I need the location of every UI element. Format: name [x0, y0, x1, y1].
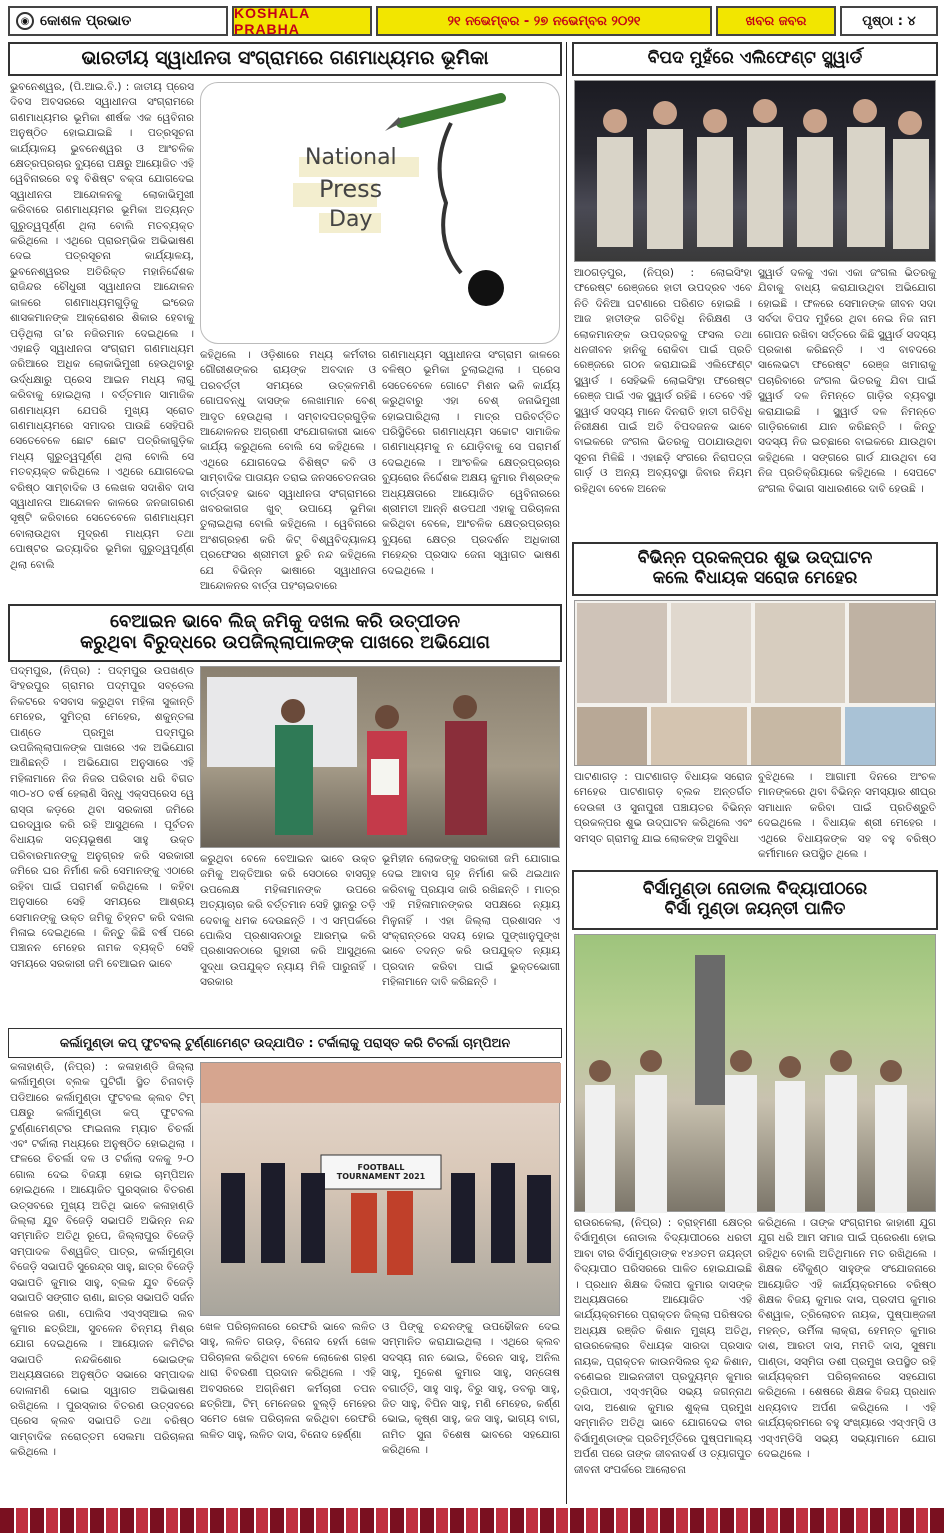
chain-icon: [440, 123, 461, 273]
article-5-col-1: କଳାହାଣ୍ଡି, (ନିପ୍ର) : କଳାହାଣ୍ଡି ଜିଲ୍ଲା କର୍ଲାମୁଣ୍ଡା ବ୍ଲକ ପୁଟିଗାଁ ସ୍ଥିତ ଚିନାବାଡ଼ି ପଡିଆରେ କର୍ଲାମୁଣ୍ଡା ଫୁଟବଲ କ୍ଲବ ଟିମ୍ ପକ୍ଷରୁ କର୍ଲାମୁଣ୍ଡା କପ୍ ଫୁଟବଲ ଟୁର୍ଣ୍ଣାମେଣ୍ଟର ଫାଇନାଲ ମ୍ୟାଚ ଚିଚର୍ଲା ଏବଂ ଟର୍କାଲା ମଧ୍ୟରେ ଅନୁଷ୍ଠିତ ହୋଇଥିଲା । ଫଳରେ ଚିଚର୍ଲା ଦଳ ଓ ଟର୍କାଲା ଦଳକୁ ୨-୦ ଗୋଲ ଦେଇ ବିଜୟୀ ହୋଇ ଚାମ୍ପିଅନ ହୋଇଥିଲେ । ଆୟୋଜିତ ପୁରସ୍କାର ବିତରଣ ଉତ୍ସବରେ ମୁଖ୍ୟ ଅତିଥି ଭାବେ କଳାହାଣ୍ଡି ଜିଲ୍ଲା ଯୁବ ବିଜେଡ଼ି ସଭାପତି ଅଭିନ୍ନ ନନ୍ଦ ସମ୍ମାନିତ ଅତିଥି ରୂପେ, ଜିଲ୍ଲାପୁର ବିଜେଡ଼ି ସମ୍ପାଦକ ବିଶ୍ୱଜିତ୍ ପାତ୍ର, କର୍ଲାମୁଣ୍ଡା ବିଜେଡ଼ି ସଭାପତି ସୁରେନ୍ଦ୍ର ସାହୁ, ଛାତ୍ର ବିଜେଡ଼ି ସଭାପତି କୁମାର ସାହୁ, ବ୍ଲକ ଯୁବ ବିଜେଡ଼ି ସଭାପତି ସଙ୍ଗୀତ ରାଣା, ଛାତ୍ର ସଭାପତି ସର୍ଜନ ଖେଳର ଜଣା, ପୋଲିସ ଏସ୍ଏସ୍ଆଇ ଲବ କୁମାର ଛତ୍ରିଆ, ସୁବଳେନ ଚିନ୍ମୟ ମିଶ୍ର ଯୋଗ ଦେଇଥିଲେ । ଆୟୋଜନ କମିଟିର ସଭାପତି ନନ୍ଦକିଶୋର ଭୋଇଙ୍କ ଅଧ୍ୟକ୍ଷତାରେ ଅନୁଷ୍ଠିତ ସଭାରେ ସମ୍ପାଦକ ଦୋଳାମଣି ଭୋଇ ସ୍ୱାଗତ ଅଭିଭାଷଣ ରଖିଥିଲେ । ପୁରସ୍କାର ବିତରଣ ଉତ୍ସବରେ ପ୍ରେସ କ୍ଲବ ସଭାପତି ତଥା ବରିଷ୍ଠ ସାମ୍ବାଦିକ ନରୋତ୍ତମ ସେଲମା ପରିଚାଳନା କରିଥିଲେ ।: [10, 1061, 194, 1459]
article-5-col-2: ଖେଳ ପରିଚାଳନାରେ ରେଫରି ଭାବେ ଲଳିତ ସାହୁ, ଲଳିତ ଗଉଡ଼, ବିନୋଦ ହେର୍ନା ଖେଳ ପରିଚାଳନା କରିଥିବା ବେଳେ ଲୋକେଶ ଗହଣ ଧାରା ବିବରଣୀ ପ୍ରଦାନ କରିଥିଲେ । ଏହି ଅବସରରେ ଅଗ୍ନିଶମ କର୍ମଚାରୀ ତପନ ଛତ୍ରିଆ, ଟିମ୍ ମେନେଜର ବୁଲ୍‌ଡ଼ି ମେହେର ସମେତ ଖେଳ ପରିଚାଳନା କରିଥିବା ରେଫରି ଲଳିତ ସାହୁ, ଲଳିତ ଦାସ, ବିନୋଦ ହେର୍ଣ୍ଣା: [200, 1321, 376, 1441]
article-4-headline-box: [8, 604, 562, 662]
article-5-col-3: ଓ ପିଙ୍କୁ ଚନ୍ଦନଙ୍କୁ ଉପଢୌକନ ଦେଇ ସମ୍ମାନିତ କରାଯାଇଥିଲା । ଏଥିରେ କ୍ଲବ ସଦସ୍ୟ ନାନ ଭୋଇ, ବିରେନ ସାହୁ, ଅନିଲ ସାହୁ, ମୁକେଶ କୁମାର ସାହୁ, ସନ୍ତୋଷ ବଗାର୍ତ୍ତି, ସାହୁ ସାହୁ, ବିରୁ ସାହୁ, ଡବଲୁ ସାହୁ, ଜିତ ସାହୁ, ବିପିନ ସାହୁ, ମଣି ମେହେର, କର୍ଣ୍ଣ ଭୋଇ, କୃଷ୍ଣ ସାହୁ, କଜ ସାହୁ, ଭାଗ୍ୟ ବାଗ, ନାମିତ ସୁନା ବିଶେଷ ଭାବରେ ସହଯୋଗ କରିଥିଲେ ।: [382, 1321, 560, 1457]
ball-icon: [468, 270, 504, 306]
newspaper-logo-icon: ◉: [16, 12, 34, 30]
article-4-col-3: ଭୂମିହୀନ ଲୋକଙ୍କୁ ସରକାରୀ ଜମି ଯୋଗାଇ ଦେଇ ଆବାସ ଗୃହ ନିର୍ମାଣ କରି ଥଇଥାନ କରିବାକୁ ପ୍ରୟାସ ଜାରି ରଖିଛନ୍ତି । ମାତ୍ର ଏହି ମହିଳାମାନଙ୍କର ସପକ୍ଷରେ ନ୍ୟାୟ ମିଳୁନାହିଁ । ଏହା ଜିଲ୍ଲା ପ୍ରଶାସନ ଏ ସଂକ୍ରାନ୍ତରେ ସଦୟ ହୋଇ ପୁଙ୍ଖାନୁପୁଙ୍ଖ ଭାବେ ତଦନ୍ତ କରି ଉପଯୁକ୍ତ ନ୍ୟାୟ ପ୍ରଦାନ କରିବା ପାଇଁ ଭୁକ୍ତଭୋଗୀ ମହିଳାମାନେ ଦାବି କରିଛନ୍ତି ।: [382, 853, 560, 989]
article-2-col-1: ଆଠଗଡ଼ପୁର, (ନିପ୍ର) : ଲୋଇସିଂହା ଫରେଷ୍ଟ ରେଞ୍ଜରେ ହାତୀ ଉପଦ୍ରବ ଏବେ ନିତି ଦିନିଆ ଘଟଣାରେ ପରିଣତ ହୋଇଛି । ଆଜ ହାତୀଙ୍କ ଗତିବିଧି ନିରିକ୍ଷଣ ଓ ଲୋକମାନଙ୍କ ଉପଦ୍ରବକୁ ଫସଲ ତଥା ଧନଜୀବନ ହାନିକୁ ରୋକିବା ପାଇଁ ପ୍ରତି ରେଞ୍ଜରେ ଗଠନ କରାଯାଇଛି ଏଲିଫେଣ୍ଟ ସ୍କ୍ୱାର୍ଡ । ସେହିଭଳି ଲୋଇସିଂହା ଫରେଷ୍ଟ ରେଞ୍ଜ ପାଇଁ ଏକ ସ୍କ୍ୱାର୍ଡ ରହିଛି । ତେବେ ଏହି ସ୍କ୍ୱାର୍ଡ ସଦସ୍ୟ ମାନେ ଦିନରାତି ହାତୀ ଗତିବିଧି ନିରୀକ୍ଷଣ ପାଇଁ ଅତି ବିପଦଜନକ ଭାବେ ବାଇକରେ ଜଂଗଲ ଭିତରକୁ ପଠାଯାଉଥିବା ସୂଚନା ମିଳିଛି । ଏହାଛଡ଼ି ସଂଗରେ ନିରାପତ୍ତା ଗାର୍ଡ଼ ଓ ଅନ୍ୟ ଅବ୍ୟବସ୍ଥା ଜିବାର ନିୟମ ରହିଥିବା ବେଳେ ଅନେକ: [574, 267, 752, 495]
team-figures: [201, 1063, 561, 1317]
article-3-col-2: ବୁଝିଥିଲେ । ଆଗାମୀ ଦିନରେ ଅଂଚଳ ମାନଙ୍କରେ ଥିବା ବିଭିନ୍ନ ସମସ୍ୟାର ଶୀଘ୍ର ସମାଧାନ କରିବା ପାଇଁ ପ୍ରତିଶ୍ରୁତି ଦେଇଥିଲେ । ବିଧାୟକ ଶ୍ରୀ ମେହେର । ଏଥିରେ ବିଧାୟକଙ୍କ ସହ ବହୁ ବରିଷ୍ଠ କର୍ମୀମାନେ ଉପସ୍ଥିତ ଥିଲେ ।: [758, 771, 936, 861]
women-figures: [201, 667, 561, 849]
article-1-col-1: ଭୁବନେଶ୍ୱର, (ପି.ଆଇ.ବି.) : ଜାତୀୟ ପ୍ରେସ ଦିବସ ଅବସରରେ ସ୍ୱାଧୀନତା ସଂଗ୍ରାମରେ ଗଣମାଧ୍ୟମର ଭୂମିକା ଶୀର୍ଷକ ଏକ ୱେବିନାର ଅନୁଷ୍ଠିତ ହୋଇଯାଇଛି । ପତ୍ରସୂଚନା କାର୍ଯ୍ୟାଳୟ ଭୁବନେଶ୍ୱର ଓ ଆଂଚଳିକ କ୍ଷେତ୍ରପ୍ରଚାର ବ୍ୟୁରୋ ପକ୍ଷରୁ ଆୟୋଜିତ ଏହି ୱେବିନାରରେ ବହୁ ବିଶିଷ୍ଟ ବକ୍ତା ଯୋଗଦେଇ ସ୍ୱାଧୀନତା ଆନ୍ଦୋଳନକୁ ଲୋକାଭିମୁଖୀ କରିବାରେ ଗଣମାଧ୍ୟମର ଭୂମିକା ଅତ୍ୟନ୍ତ ଗୁରୁତ୍ୱପୂର୍ଣ୍ଣ ଥିଲା ବୋଲି ମତବ୍ୟକ୍ତ କରିଥିଲେ । ଏଥିରେ ପ୍ରାରମ୍ଭିକ ଅଭିଭାଷଣ ଦେଇ ପତ୍ରସୂଚନା କାର୍ଯ୍ୟାଳୟ, ଭୁବନେଶ୍ୱରର ଅତିରିକ୍ତ ମହାନିର୍ଦ୍ଦେଶକ ରାଜିନ୍ଦର ଚୌଧୁରୀ ସ୍ୱାଧୀନତା ଆନ୍ଦୋଳନ କାଳରେ ଗଣମାଧ୍ୟମଗୁଡ଼ିକୁ ଇଂରେଜ ଶାସକମାନଙ୍କ ଆକ୍ରୋଶର ଶିକାର ହେବାକୁ ପଡ଼ିଥିଲା ତା’ର ନଜିରମାନ ଦେଇଥିଲେ । ଏହାଛଡ଼ି ସ୍ୱାଧୀନତା ସଂଗ୍ରାମ ଗଣମାଧ୍ୟମ ଜରିଆରେ ଅଧିକ ଲୋକାଭିମୁଖୀ ହେଉଥିବାରୁ ଉର୍ଦ୍ଧକ୍ଷାରୁ ପ୍ରେସ ଆଇନ ମଧ୍ୟ ଲାଗୁ କରିବାକୁ ହୋଇଥିଲା । ବର୍ତ୍ତମାନ ସାମାଜିକ ଗଣମାଧ୍ୟମ ଯେପରି ମୁଖ୍ୟ ସ୍ରୋତ ଗଣମାଧ୍ୟମରେ ସମାଦର ପାଉଛି ସେହିପରି ସେତେବେଳେ ଛୋଟ ଛୋଟ ପତ୍ରିକାଗୁଡ଼ିକ ମଧ୍ୟ ଗୁରୁତ୍ୱପୂର୍ଣ୍ଣ ଥିଲା ବୋଲି ସେ ମତବ୍ୟକ୍ତ କରିଥିଲେ । ଏଥିରେ ଯୋଗଦେଇ ବରିଷ୍ଠ ସାମ୍ବାଦିକ ଓ ଲେଖକ ସଦାଶିବ ଦାସ ସ୍ୱାଧୀନତା ଆନ୍ଦୋଳନ କାଳରେ ଜନଜାଗରଣ ସୃଷ୍ଟି କରିବାରେ ସେତେବେଳେ ଗଣମାଧ୍ୟମ ବୋଲାଉଥିବା ମୁଦ୍ରଣ ମାଧ୍ୟମ ତଥା ପୋଷ୍ଟର ଇତ୍ୟାଦିର ଭୂମିକା ଗୁରୁତ୍ୱପୂର୍ଣ୍ଣ ଥିଲା ବୋଲି: [10, 81, 194, 571]
article-3-headline-line-1: ବିଭିନ୍ନ ପ୍ରକଳ୍ପର ଶୁଭ ଉଦ୍‌ଘାଟନ: [637, 548, 873, 569]
article-6-col-1: ରାଉରକେଲା, (ନିପ୍ର) : ବ୍ରାହ୍ମଣୀ କ୍ଷେତ୍ର ବିର୍ସାମୁଣ୍ଡା ନୋଡାଲ ବିଦ୍ୟାପୀଠରେ ଧରତୀ ଆବା ବୀର ବିର୍ସାମୁଣ୍ଡାଙ୍କ ୧୪୬ତମ ଜୟନ୍ତୀ ବିଦ୍ୟାପୀଠ ପରିସରରେ ପାଳିତ ହୋଇଯାଇଛି । ପ୍ରଧାନ ଶିକ୍ଷକ ଦିଲୀପ କୁମାର ଦାସଙ୍କ ଅଧ୍ୟକ୍ଷତାରେ ଆୟୋଜିତ ଏହି କାର୍ଯ୍ୟକ୍ରମରେ ପ୍ରାକ୍ତନ ଜିଲ୍ଲା ପରିଷଦର ଅଧ୍ୟକ୍ଷ ରଞ୍ଜିତ କିଶାନ ମୁଖ୍ୟ ଅତିଥି, ରାଉରକେଲାର ବିଧାୟକ ସାରଦା ପ୍ରସାଦ ନାୟକ, ପ୍ରାକ୍ତନ କାଉନସିଲର ବୃନ୍ଦ କିଶାନ, ବଣେଇର ଆଇନଜୀବୀ ପ୍ରଦ୍ୟୁମ୍ନ କୁମାର ତ୍ରିପାଠୀ, ଏସ୍ଏମ୍‌ସିର ସଭ୍ୟ ଜଗନ୍ନାଥ ଦାସ, ଅଶୋକ କୁମାର ଶୁକ୍ଳା ପ୍ରମୁଖ ସମ୍ମାନିତ ଅତିଥି ଭାବେ ଯୋଗଦେଇ ବୀର ବିର୍ସାମୁଣ୍ଡାଙ୍କ ପ୍ରତିମୂର୍ତ୍ତିରେ ପୁଷ୍ପମାଲ୍ୟ ଅର୍ପଣ ପରେ ତାଙ୍କ ଜୀବନାଦର୍ଶ ଓ ତ୍ୟାଗପୁତ ଜୀବନୀ ସଂପର୍କରେ ଆଲୋଚନା: [574, 1217, 752, 1476]
article-1-headline: ଭାରତୀୟ ସ୍ୱାଧୀନତା ସଂଗ୍ରାମରେ ଗଣମାଧ୍ୟମର ଭୂମିକା: [81, 47, 489, 70]
masthead: [8, 6, 938, 36]
article-5-headline-box: [8, 1028, 562, 1058]
masthead-title: କୋଶଳ ପ୍ରଭାତ: [40, 13, 132, 29]
article-4-headline-line-2: କରୁଥିବା ବିରୁଦ୍ଧରେ ଉପଜିଲ୍ଲାପାଳଙ୍କ ପାଖରେ ଅଭିଯୋଗ: [80, 632, 490, 653]
article-4-col-2: କରୁଥିବା ବେଳେ ବେଆଇନ ଭାବେ ଉକ୍ତ ଜମିକୁ ଅକ୍ତିଆର କରି ସେଠାରେ ବାସଗୃହ ଉପଲେକ୍ଷ ମହିଳାମାନଙ୍କ ଉପରେ ଅତ୍ୟାଚାର କରି ବର୍ତ୍ତମାନ ସେହି ସ୍ଥାନରୁ ତଡ଼ି ଦେବାକୁ ଧମକ ଦେଉଛନ୍ତି । ଏ ସମ୍ପର୍କରେ ପୋଲିସ ପ୍ରଶାସନଠାରୁ ଆରମ୍ଭ କରି ପ୍ରଶାସନଠାରେ ଗୁହାରୀ କରି ଆସୁଥିଲେ ସୁଦ୍ଧା ଉପଯୁକ୍ତ ନ୍ୟାୟ ମିଳି ପାରୁନାହିଁ । ସରକାର: [200, 853, 376, 989]
article-2-headline-box: [572, 42, 938, 76]
image-text-day: Day: [329, 207, 373, 232]
article-5-headline: କର୍ଲାମୁଣ୍ଡା କପ୍ ଫୁଟବଲ୍ ଟୁର୍ଣ୍ଣାମେଣ୍ଟ ଉଦ୍‌ଯାପିତ : ଟର୍କାଲାକୁ ପରାସ୍ତ କରି ଚିଚର୍ଲା ଚାମ୍ପିଅନ: [59, 1034, 511, 1050]
article-3-headline-line-2: କଲେ ବିଧାୟକ ସରୋଜ ମେହେର: [652, 568, 858, 588]
masthead-title-box: [8, 6, 228, 36]
collage-tiles: [575, 601, 937, 767]
elephant-squad-photo: [574, 80, 936, 262]
masthead-brand: KOSHALA PRABHA: [232, 6, 372, 36]
press-day-illustration: [201, 83, 561, 345]
article-3-col-1: ପାଟଣାଗଡ଼ : ପାଟଣାଗଡ଼ ବିଧାୟକ ସରୋଜ ମେହେର ପାଟଣାଗଡ଼ ବ୍ଲକ ଅନ୍ତର୍ଗତ ଦେଉଳୀ ଓ ସୁନାପୁରୀ ପଞ୍ଚାୟତର ବିଭିନ୍ନ ପ୍ରକଳ୍ପର ଶୁଭ ଉଦ୍‌ଘାଟନ କରିଥିଲେ ଏବଂ ସମସ୍ତ ଗ୍ରାମକୁ ଯାଇ ଲୋକଙ୍କ ଅସୁବିଧା: [574, 771, 752, 845]
article-4-col-1: ପଦ୍ମପୁର, (ନିପ୍ର) : ପଦ୍ମପୁର ଉପଖଣ୍ଡ ସିଂହରପୁର ଗ୍ରାମର ପଦ୍ମପୁର ସବ୍‌ଡେଲ ନିକଟରେ ବସବାସ କରୁଥିବା ମହିଳା ସୁକାନ୍ତି ମେହେର, ସୁମିତ୍ରା ମେହେର, ଶକୁନ୍ତଳା ପାଣ୍ଡେ ପ୍ରମୁଖ ପଦ୍ମପୁର ଉପଜିଲ୍ଲାପାଳଙ୍କ ପାଖରେ ଏକ ଅଭିଯୋଗ ଆଣିଛନ୍ତି । ଅଭିଯୋଗ ଅନୁସାରେ ଏହି ମହିଳାମାନେ ନିଜ ନିଜର ପରିବାର ଧରି ବିଗତ ୩୦-୪୦ ବର୍ଷ ହେଲାଣି ସିନ୍ଧୁ ଏକ୍ସପ୍ରେସ ୱେ ରାସ୍ତା କଡ଼ରେ ଥିବା ସରକାରୀ ଜମିରେ ଘରଦ୍ୱାର କରି ରହି ଆସୁଥିଲେ । ପୂର୍ବତନ ବିଧାୟକ ସତ୍ୟଭୂଷଣ ସାହୁ ଉକ୍ତ ପରିବାରମାନଙ୍କୁ ଅନୁଗ୍ରହ କରି ସରକାରୀ ଜମିରେ ଘର ନିର୍ମାଣ କରି ସେମାନଙ୍କୁ ଏଠାରେ ରହିବା ପାଇଁ ପରାମର୍ଶ କରିଥିଲେ । କହିବା ଅନୁସାରେ ସେହି ସମୟରେ ଆଶ୍ରୟ ସେମାନଙ୍କୁ ଉକ୍ତ ଜମିକୁ ଚିହ୍ନଟ କରି ଦଖଲ ମିଳାଇ ଦେଇଥିଲେ । କିନ୍ତୁ କିଛି ବର୍ଷ ପରେ ପଞ୍ଚାନନ ମେହେର ନାମକ ବ୍ୟକ୍ତି ସେହି ସମୟରେ ସରକାରୀ ଜମି ବେଆଇନ ଭାବେ: [10, 665, 194, 970]
issue-dates: ୨୧ ନଭେମ୍ବର - ୨୭ ନଭେମ୍ବର ୨୦୨୧: [376, 6, 712, 36]
birsa-munda-jayanti-photo: [574, 934, 936, 1212]
article-2-headline: ବିପଦ ମୁହଁରେ ଏଲିଫେଣ୍ଟ ସ୍କ୍ୱାର୍ଡ: [647, 48, 863, 69]
football-team-photo: [200, 1062, 560, 1316]
article-6-headline-line-1: ବିର୍ସାମୁଣ୍ଡା ନୋଡାଲ ବିଦ୍ୟାପୀଠରେ: [642, 879, 868, 900]
jayanti-group-figures: [575, 935, 937, 1213]
article-2-col-2: ସ୍କ୍ୱାର୍ଡ ଦଳକୁ ଏକା ଏକା ଜଂଗଲ ଭିତରକୁ ଯିବାକୁ ବାଧ୍ୟ କରାଯାଉଥିବା ଅଭିଯୋଗ ହୋଇଛି । ଫଳରେ ସେମାନଙ୍କ ଜୀବନ ସଦା ସର୍ବଦା ବିପଦ ମୁହଁରେ ଥିବା ନେଇ ନିଜ ନାମ ଗୋପନ ରଖିବା ସର୍ତ୍ତରେ କିଛି ସ୍କ୍ୱାର୍ଡ ସଦସ୍ୟ ପ୍ରକାଶ କରିଛନ୍ତି । ଏ ବାବଦରେ ସାଲେଭଟା ଫରେଷ୍ଟ ରେଞ୍ଜ ଖମାରାକୁ ପଚାରିବାରେ ଜଂଗଲ ଭିତରକୁ ଯିବା ପାଇଁ ସ୍କ୍ୱାର୍ଡ ଦଳ ନିମନ୍ତେ ଗାଡ଼ିର ବ୍ୟବସ୍ଥା କରାଯାଇଛି । ସ୍କ୍ୱାର୍ଡ ଦଳ ନିମନ୍ତେ ଗାଡ଼ିରକୋଣ ଯାନ କରିଛନ୍ତି । କିନ୍ତୁ ସଦସ୍ୟ ନିଜ ଇଚ୍ଛାରେ ବାଇକରେ ଯାଉଥିବା କହିଥିଲେ । ସଙ୍ଗରେ ଗାର୍ଡ ଯାଉଥିବା ସେ ନିଜ ପ୍ରତିକ୍ରିୟାରେ କହିଥିଲେ । ସେପଟେ ଜଂଗଲ ବିଭାଗ ସାଧାରଣରେ ଦାବି ହେଉଛି ।: [758, 267, 936, 495]
article-6-headline-box: [572, 870, 938, 930]
pen-icon: [401, 98, 501, 123]
article-6-col-2: କରିଥିଲେ । ତାଙ୍କ ସଂଗ୍ରାମର କାହାଣୀ ଯୁଗ ଯୁଗ ଧରି ଆମ ସମାଜ ପାଇଁ ପ୍ରେରଣା ହୋଇ ରହିଥିବ ବୋଲି ଅତିଥିମାନେ ମତ ରଖିଥିଲେ । ଶିକ୍ଷକ ବୈକୁଣ୍ଠ ସାହୁଙ୍କ ସଂଯୋଜନାରେ ଆୟୋଜିତ ଏହି କାର୍ଯ୍ୟକ୍ରମରେ ବରିଷ୍ଠ ଶିକ୍ଷକ ବିଜୟ କୁମାର ଦାସ, ପ୍ରଦୀପ କୁମାର ବିଶ୍ୱାଳ, ତ୍ରିଲୋଚନ ନାୟକ, ପୁଷ୍ପାଞ୍ଜଳୀ ମହନ୍ତ, ଉର୍ମିଳା ଲାକ୍ରା, ହେମନ୍ତ କୁମାର ଦାଶ, ଆରତୀ ଦାସ, ମମତି ଦାସ, ସୁଷମା ପାଣ୍ଡା, ସସ୍ମିତା ଡଶୀ ପ୍ରମୁଖ ଉପସ୍ଥିତ ରହି କାର୍ଯ୍ୟକ୍ରମ ପରିଚାଳନାରେ ସହଯୋଗ କରିଥିଲେ । ଶେଷରେ ଶିକ୍ଷକ ବିଜୟ ପ୍ରଧାନ ଧନ୍ୟବାଦ ଅର୍ପଣ କରିଥିଲେ । ଏହି କାର୍ଯ୍ୟକ୍ରମରେ ବହୁ ସଂଖ୍ୟାରେ ଏସ୍ଏମ୍‌ସି ଓ ଏସ୍ଏମ୍‌ଡିସି ସଭ୍ୟ ସଭ୍ୟାମାନେ ଯୋଗ ଦେଇଥିଲେ ।: [758, 1217, 936, 1461]
page-number: ପୃଷ୍ଠା : ୪: [840, 6, 938, 36]
press-day-image: [200, 82, 560, 344]
image-text-national: National: [305, 145, 397, 170]
group-photo-figures: [575, 81, 937, 263]
column-divider: [566, 42, 567, 1504]
decorative-footer-border: [0, 1508, 945, 1533]
image-text-press: Press: [319, 175, 383, 203]
article-1-headline-box: [8, 42, 562, 76]
article-1-col-3: ଗଣମାଧ୍ୟମ ସ୍ୱାଧୀନତା ସଂଗ୍ରାମ କାଳରେ ବଳିଷ୍ଠ ଭୂମିକା ତୁଲାଇଥିଲା । ପ୍ରେସ ସେତେବେଳେ ଗୋଟେ ମିଶନ ଭଳି କାର୍ଯ୍ୟ କରୁଥିବାରୁ ଏହା ବେଶ୍ ଜନାଭିମୁଖୀ ହୋଇପାରିଥିଲା । ମାତ୍ର ପରିବର୍ତ୍ତିତ ପରିସ୍ଥିତିରେ ଗଣମାଧ୍ୟମ ସଚ୍ଚୋଟ ସାମାଜିକ ଗଣମାଧ୍ୟମକୁ ନ ଯୋଡ଼ିବାକୁ ସେ ପରାମର୍ଶ ଦେଇଥିଲେ । ଆଂଚଳିକ କ୍ଷେତ୍ରପ୍ରଚାର ବ୍ୟୁରୋର ନିର୍ଦ୍ଦେଶକ ଅକ୍ଷୟ କୁମାର ମିଶ୍ରଙ୍କ ଅଧ୍ୟକ୍ଷତାରେ ଆୟୋଜିତ ୱେବିନାରରେ ଶ୍ରୀମତୀ ଆନ୍ନି ଶଡପଥୀ ଏହାକୁ ପରିଚାଳନା କରିଥିବା ବେଳେ, ଆଂଚଳିକ କ୍ଷେତ୍ରପ୍ରଚାର ବ୍ୟୁରୋ କ୍ଷେତ୍ର ପ୍ରଦର୍ଶନ ଅଧିକାରୀ ମହେନ୍ଦ୍ର ପ୍ରସାଦ ଜେନା ସ୍ୱାଗତ ଭାଷଣ ଦେଇଥିଲେ ।: [382, 349, 560, 577]
complaint-women-photo: [200, 666, 560, 848]
inauguration-photo-collage: [574, 600, 936, 766]
trophy-banner-text: FOOTBALL TOURNAMENT 2021: [336, 1163, 426, 1181]
article-6-headline-line-2: ବିର୍ସା ମୁଣ୍ଡା ଜୟନ୍ତୀ ପାଳିତ: [664, 899, 846, 919]
article-1-col-2: କହିଥିଲେ । ଓଡ଼ିଶାରେ ମଧ୍ୟ କର୍ମବୀର ଗୌରୀଶଙ୍କର ରାୟଙ୍କ ଅବଦାନ ଓ ପରବର୍ତ୍ତୀ ସମୟରେ ଉତ୍କଳମଣି ଗୋପବନ୍ଧୁ ଦାସଙ୍କ ଲେଖାମାନ ବେଶ୍ ଆଦୃତ ହେଉଥିଲା । ସମ୍ବାଦପତ୍ରଗୁଡ଼ିକ ଆନ୍ଦୋଳନର ଅଗ୍ରଣୀ ସଂଯୋଗକାରୀ ଭାବେ କାର୍ଯ୍ୟ କରୁଥିଲେ ବୋଲି ସେ କହିଥିଲେ । ଏଥିରେ ଯୋଗଦେଇ ବିଶିଷ୍ଟ କବି ଓ ସାମ୍ବାଦିକ ପାତାୟନ ତରାଇ ଜନସଚେତନତାର ବାର୍ତ୍ତାବହ ଭାବେ ସ୍ୱାଧୀନତା ସଂଗ୍ରାମରେ ଖବରକାଗଜ ଖୁବ୍ ଉପାୟେ ଭୂମିକା ତୁଲାଇଥିଲା ବୋଲି କହିଥିଲେ । ୱେବିନାରେ ଅଂଶଗ୍ରହଣ କରି କିଟ୍ ବିଶ୍ୱବିଦ୍ୟାଳୟ ପ୍ରଫେସର ଶ୍ରୀମତୀ ରୁଚି ନନ୍ଦ କହିଥିଲେ ଯେ ବିଭିନ୍ନ ଭାଷାରେ ସ୍ୱାଧୀନତା ଆନ୍ଦୋଳନର ବାର୍ତ୍ତା ପହଂଚାଇବାରେ: [200, 349, 376, 593]
article-3-headline-box: [572, 542, 938, 596]
article-4-headline-line-1: ବେଆଇନ ଭାବେ ଲିଜ୍ ଜମିକୁ ଦଖଲ କରି ଉତ୍ପୀଡନ: [110, 611, 460, 633]
statue-icon: [695, 955, 725, 1105]
section-name: ଖବର ଜବର: [716, 6, 836, 36]
